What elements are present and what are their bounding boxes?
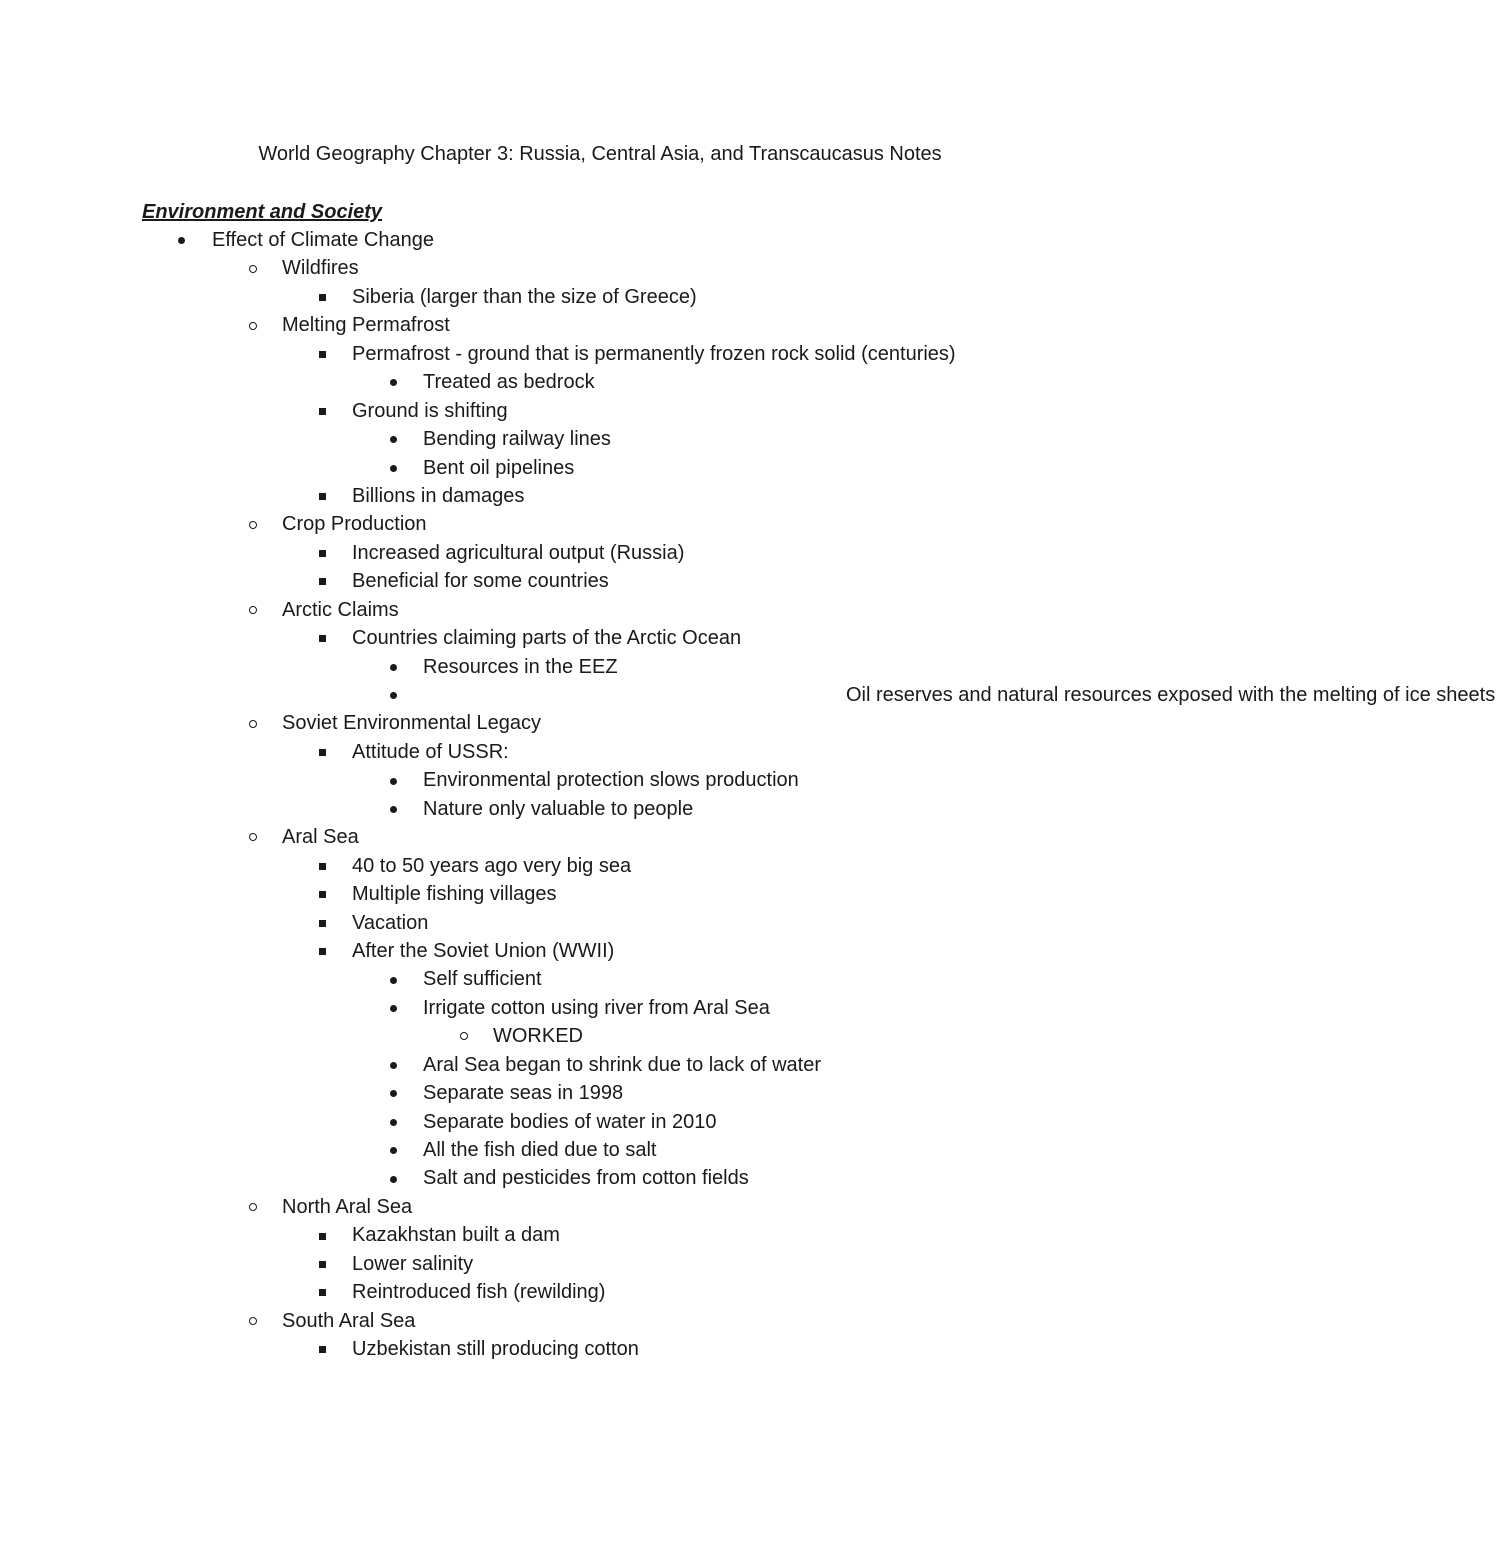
list-item [0,596,1200,624]
square-bullet-icon [319,340,333,368]
square-bullet-icon [319,852,333,880]
list-item-text: Salt and pesticides from cotton fields [423,1167,749,1190]
disc-bullet-icon [390,1136,404,1164]
list-item [0,1335,1200,1363]
disc-bullet-icon [178,226,192,254]
list-item-text: Billions in damages [352,484,525,507]
list-item [0,909,1200,937]
disc-bullet-icon [390,965,404,993]
list-item [0,397,1200,425]
list-item-text: Nature only valuable to people [423,797,694,820]
disc-bullet-icon [390,681,404,709]
list-item-text: North Aral Sea [282,1195,413,1218]
list-item-text: WORKED [493,1025,583,1048]
disc-bullet-icon [390,454,404,482]
list-item-text: Aral Sea began to shrink due to lack of water [423,1053,822,1076]
circle-bullet-icon [249,510,263,538]
disc-bullet-icon [390,368,404,396]
document-title: World Geography Chapter 3: Russia, Central Asia, and Transcaucasus Notes [258,143,942,165]
square-bullet-icon [319,482,333,510]
list-item-text: Arctic Claims [282,598,399,621]
list-item [0,880,1200,908]
disc-bullet-icon [390,1079,404,1107]
square-bullet-icon [319,880,333,908]
list-item-text: Melting Permafrost [282,314,450,337]
list-item-text: Separate bodies of water in 2010 [423,1110,717,1133]
circle-bullet-icon [249,254,263,282]
list-item [0,1193,1200,1221]
square-bullet-icon [319,738,333,766]
list-item [0,539,1200,567]
list-item-text: 40 to 50 years ago very big sea [352,854,632,877]
circle-bullet-icon [460,1022,474,1050]
list-item [0,567,1200,595]
list-item [0,823,1200,851]
disc-bullet-icon [390,1051,404,1079]
square-bullet-icon [319,397,333,425]
disc-bullet-icon [390,425,404,453]
list-item [0,852,1200,880]
list-item-text: Kazakhstan built a dam [352,1224,560,1247]
list-item-text: Bending railway lines [423,428,611,451]
list-item-text: Effect of Climate Change [212,229,434,251]
list-item [0,283,1200,311]
list-item-text: Attitude of USSR: [352,740,509,763]
list-item-text: Aral Sea [282,826,359,849]
list-item-text: After the Soviet Union (WWII) [352,939,615,962]
list-item-text: Beneficial for some countries [352,570,609,593]
circle-bullet-icon [249,823,263,851]
list-item [0,965,1200,993]
list-item [0,937,1200,965]
square-bullet-icon [319,1335,333,1363]
square-bullet-icon [319,1250,333,1278]
list-item [0,681,1496,709]
disc-bullet-icon [390,1108,404,1136]
list-item-text: Oil reserves and natural resources exposed with the melting of ice sheets [846,684,1496,706]
list-item-text: All the fish died due to salt [423,1139,657,1162]
list-item-text: Irrigate cotton using river from Aral Sea [423,996,770,1019]
circle-bullet-icon [249,596,263,624]
list-item [0,1221,1200,1249]
list-item-text: Uzbekistan still producing cotton [352,1338,639,1361]
square-bullet-icon [319,1221,333,1249]
list-item [0,1022,1200,1050]
list-item-text: Lower salinity [352,1252,474,1275]
square-bullet-icon [319,1278,333,1306]
list-item [0,766,1200,794]
list-item-text: Countries claiming parts of the Arctic Ocean [352,627,742,650]
list-item [0,1108,1200,1136]
list-item-text: Bent oil pipelines [423,456,575,479]
list-item [0,653,1200,681]
square-bullet-icon [319,283,333,311]
square-bullet-icon [319,539,333,567]
list-item-text: Treated as bedrock [423,371,595,394]
disc-bullet-icon [390,653,404,681]
list-item [0,1164,1200,1192]
square-bullet-icon [319,567,333,595]
list-item [0,709,1200,737]
list-item-text: Crop Production [282,513,427,536]
list-item-text: Environmental protection slows production [423,769,799,792]
list-item-text: Increased agricultural output (Russia) [352,541,685,564]
square-bullet-icon [319,624,333,652]
square-bullet-icon [319,909,333,937]
list-item [0,311,1200,339]
circle-bullet-icon [249,1193,263,1221]
square-bullet-icon [319,937,333,965]
list-item [0,425,1200,453]
list-item [0,795,1200,823]
list-item [0,994,1200,1022]
disc-bullet-icon [390,795,404,823]
list-item-text: Self sufficient [423,968,542,991]
list-item [0,1136,1200,1164]
list-item-text: Separate seas in 1998 [423,1082,624,1105]
disc-bullet-icon [390,1164,404,1192]
list-item [0,1051,1200,1079]
list-item [0,510,1200,538]
list-item [0,340,1200,368]
list-item-text: Reintroduced fish (rewilding) [352,1281,606,1304]
list-item [0,738,1200,766]
list-item-text: Vacation [352,911,429,934]
list-item [0,368,1200,396]
list-item [0,1278,1200,1306]
list-item [0,1079,1200,1107]
list-item-text: Wildfires [282,257,359,280]
section-heading: Environment and Society [142,201,383,223]
list-item [0,1250,1200,1278]
circle-bullet-icon [249,1307,263,1335]
list-item-text: South Aral Sea [282,1309,416,1332]
list-item-text: Permafrost - ground that is permanently frozen rock solid (centuries) [352,342,956,365]
list-item [0,1307,1200,1335]
circle-bullet-icon [249,311,263,339]
list-item [0,454,1200,482]
disc-bullet-icon [390,994,404,1022]
circle-bullet-icon [249,709,263,737]
list-item-text: Multiple fishing villages [352,883,557,906]
list-item-text: Soviet Environmental Legacy [282,712,542,735]
list-item [0,482,1200,510]
disc-bullet-icon [390,766,404,794]
list-item [0,624,1200,652]
notes-outline [0,226,1496,1364]
list-item [0,226,1200,254]
list-item-text: Siberia (larger than the size of Greece) [352,285,697,308]
list-item-text: Ground is shifting [352,399,508,422]
list-item [0,254,1200,282]
list-item-text: Resources in the EEZ [423,655,618,678]
